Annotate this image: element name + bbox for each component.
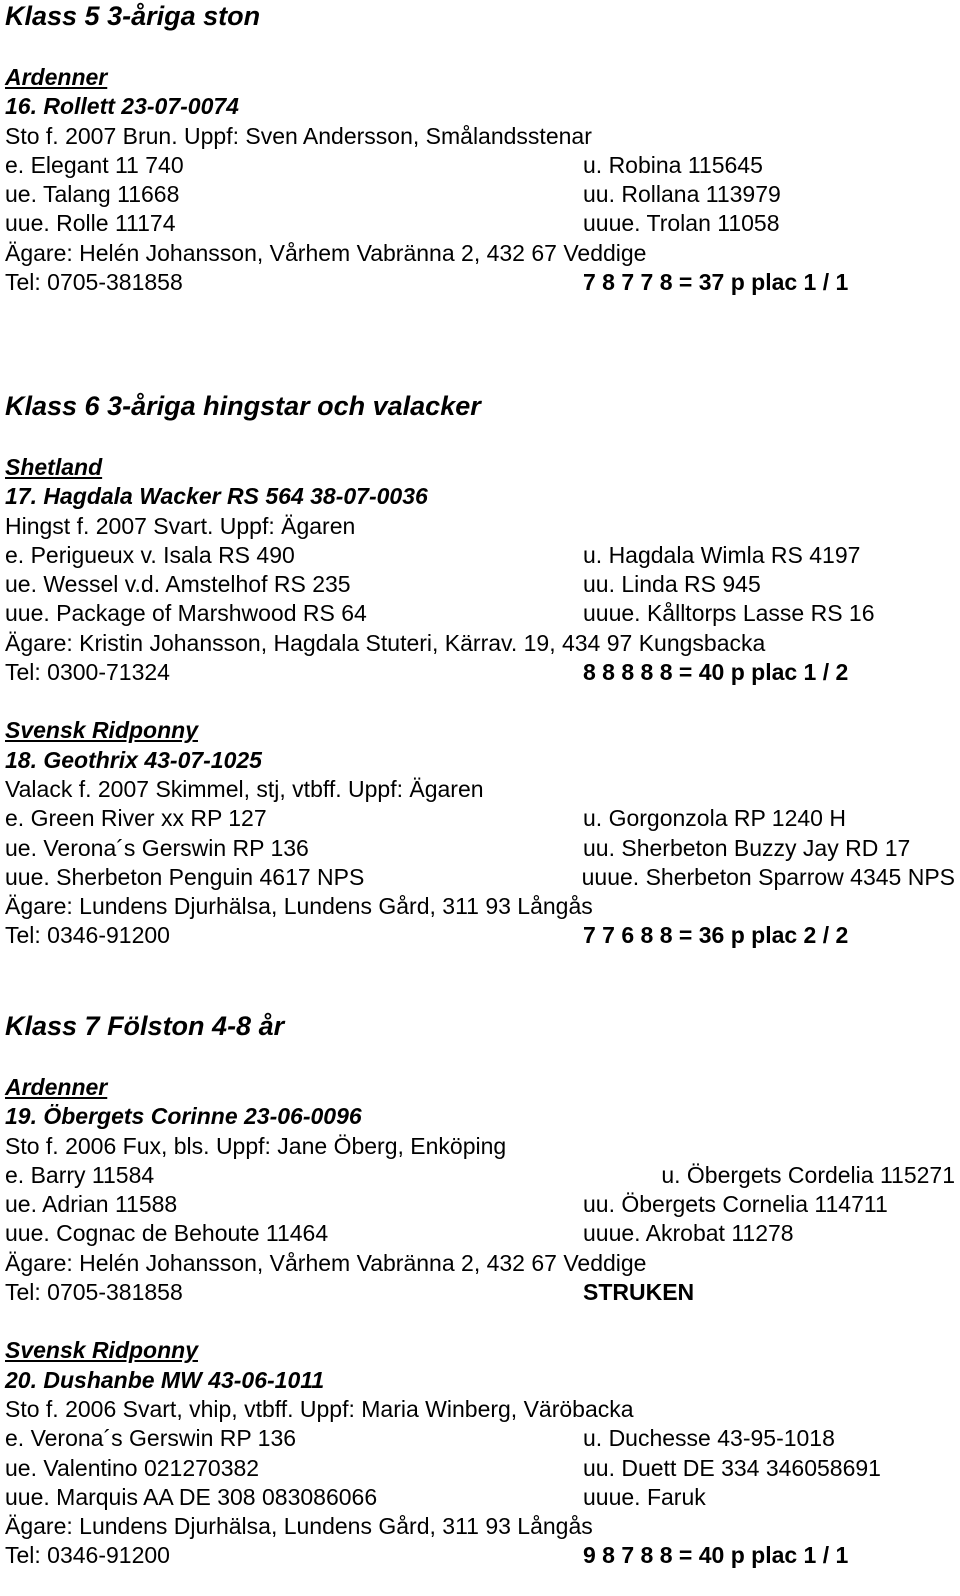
pedigree-dam: uu. Duett DE 334 346058691 bbox=[583, 1454, 881, 1481]
pedigree-sire: ue. Wessel v.d. Amstelhof RS 235 bbox=[5, 571, 351, 598]
pedigree-row bbox=[5, 180, 955, 209]
horse-title: 20. Dushanbe MW 43-06-1011 bbox=[5, 1366, 325, 1393]
owner-line: Ägare: Lundens Djurhälsa, Lundens Gård, 311 93 Långås bbox=[5, 893, 593, 920]
horse-info: Sto f. 2007 Brun. Uppf: Sven Andersson, Smålandsstenar bbox=[5, 122, 592, 149]
class-heading: Klass 5 3-åriga ston bbox=[5, 1, 261, 31]
pedigree-row bbox=[5, 541, 955, 570]
pedigree-dam: u. Duchesse 43-95-1018 bbox=[583, 1425, 835, 1452]
pedigree-row bbox=[5, 209, 955, 238]
pedigree-sire: ue. Verona´s Gerswin RP 136 bbox=[5, 834, 309, 861]
pedigree-row bbox=[5, 804, 955, 833]
pedigree-sire: uue. Package of Marshwood RS 64 bbox=[5, 600, 367, 627]
tel-result-row bbox=[5, 1278, 955, 1307]
breed-heading: Shetland bbox=[5, 454, 103, 480]
tel-line: Tel: 0300-71324 bbox=[5, 659, 170, 686]
tel-line: Tel: 0346-91200 bbox=[5, 1542, 170, 1569]
result-status: STRUKEN bbox=[583, 1279, 695, 1306]
entry bbox=[5, 1336, 955, 1570]
pedigree-dam: uu. Rollana 113979 bbox=[583, 181, 781, 208]
horse-title: 17. Hagdala Wacker RS 564 38-07-0036 bbox=[5, 483, 428, 510]
owner-line: Ägare: Helén Johansson, Vårhem Vabränna 2, 432 67 Veddige bbox=[5, 239, 647, 266]
pedigree-sire: e. Elegant 11 740 bbox=[5, 151, 184, 178]
horse-info: Hingst f. 2007 Svart. Uppf: Ägaren bbox=[5, 512, 356, 539]
pedigree-row bbox=[5, 863, 955, 892]
owner-line: Ägare: Helén Johansson, Vårhem Vabränna 2, 432 67 Veddige bbox=[5, 1249, 647, 1276]
tel-line: Tel: 0346-91200 bbox=[5, 922, 170, 949]
entry bbox=[5, 63, 955, 297]
pedigree-dam: uuue. Sherbeton Sparrow 4345 NPS bbox=[581, 863, 955, 890]
horse-info: Sto f. 2006 Fux, bls. Uppf: Jane Öberg, Enköping bbox=[5, 1132, 507, 1159]
tel-result-row bbox=[5, 658, 955, 687]
breed-heading: Svensk Ridponny bbox=[5, 717, 198, 744]
pedigree-row bbox=[5, 834, 955, 863]
pedigree-dam: uu. Sherbeton Buzzy Jay RD 17 bbox=[583, 834, 911, 861]
pedigree-sire: uue. Marquis AA DE 308 083086066 bbox=[5, 1483, 378, 1510]
horse-title: 16. Rollett 23-07-0074 bbox=[5, 93, 239, 120]
pedigree-dam: uuue. Trolan 11058 bbox=[583, 210, 780, 237]
pedigree-sire: ue. Valentino 021270382 bbox=[5, 1454, 260, 1481]
tel-result-row bbox=[5, 1541, 955, 1570]
horse-title: 18. Geothrix 43-07-1025 bbox=[5, 746, 262, 773]
pedigree-dam: uu. Öbergets Cornelia 114711 bbox=[583, 1191, 888, 1218]
owner-line: Ägare: Lundens Djurhälsa, Lundens Gård, 311 93 Långås bbox=[5, 1513, 593, 1540]
result-score: 9 8 7 8 8 = 40 p plac 1 / 1 bbox=[583, 1542, 849, 1569]
pedigree-sire: e. Green River xx RP 127 bbox=[5, 805, 267, 832]
class-section bbox=[5, 0, 955, 297]
pedigree-row bbox=[5, 1161, 955, 1190]
tel-line: Tel: 0705-381858 bbox=[5, 269, 183, 296]
pedigree-sire: e. Verona´s Gerswin RP 136 bbox=[5, 1425, 297, 1452]
pedigree-dam: uuue. Akrobat 11278 bbox=[583, 1220, 794, 1247]
pedigree-dam: u. Hagdala Wimla RS 4197 bbox=[583, 541, 861, 568]
breed-heading: Ardenner bbox=[5, 64, 108, 90]
pedigree-row bbox=[5, 151, 955, 180]
breed-heading: Ardenner bbox=[5, 1074, 108, 1100]
tel-line: Tel: 0705-381858 bbox=[5, 1279, 183, 1306]
class-heading: Klass 6 3-åriga hingstar och valacker bbox=[5, 391, 481, 421]
class-heading: Klass 7 Fölston 4-8 år bbox=[5, 1011, 285, 1041]
pedigree-dam: u. Öbergets Cordelia 115271 bbox=[661, 1161, 955, 1188]
tel-result-row bbox=[5, 268, 955, 297]
pedigree-sire: e. Barry 11584 bbox=[5, 1161, 155, 1188]
pedigree-row bbox=[5, 1454, 955, 1483]
entry bbox=[5, 453, 955, 687]
result-score: 7 8 7 7 8 = 37 p plac 1 / 1 bbox=[583, 269, 849, 296]
horse-info: Sto f. 2006 Svart, vhip, vtbff. Uppf: Maria Winberg, Väröbacka bbox=[5, 1395, 634, 1422]
pedigree-row bbox=[5, 1424, 955, 1453]
pedigree-row bbox=[5, 1483, 955, 1512]
pedigree-dam: uuue. Kålltorps Lasse RS 16 bbox=[583, 600, 875, 627]
pedigree-sire: uue. Sherbeton Penguin 4617 NPS bbox=[5, 863, 365, 890]
pedigree-row bbox=[5, 1190, 955, 1219]
class-section bbox=[5, 390, 955, 951]
horse-title: 19. Öbergets Corinne 23-06-0096 bbox=[5, 1103, 362, 1130]
pedigree-dam: uu. Linda RS 945 bbox=[583, 571, 761, 598]
horse-info: Valack f. 2007 Skimmel, stj, vtbff. Uppf: Ägaren bbox=[5, 775, 484, 802]
pedigree-sire: ue. Talang 11668 bbox=[5, 181, 180, 208]
pedigree-sire: ue. Adrian 11588 bbox=[5, 1191, 178, 1218]
entry bbox=[5, 716, 955, 950]
pedigree-row bbox=[5, 570, 955, 599]
pedigree-sire: e. Perigueux v. Isala RS 490 bbox=[5, 541, 295, 568]
class-section bbox=[5, 1010, 955, 1571]
entry bbox=[5, 1073, 955, 1307]
pedigree-row bbox=[5, 1219, 955, 1248]
pedigree-sire: uue. Cognac de Behoute 11464 bbox=[5, 1220, 329, 1247]
tel-result-row bbox=[5, 921, 955, 950]
result-score: 7 7 6 8 8 = 36 p plac 2 / 2 bbox=[583, 922, 849, 949]
owner-line: Ägare: Kristin Johansson, Hagdala Stuteri, Kärrav. 19, 434 97 Kungsbacka bbox=[5, 629, 766, 656]
pedigree-dam: u. Robina 115645 bbox=[583, 151, 763, 178]
pedigree-row bbox=[5, 599, 955, 628]
pedigree-dam: uuue. Faruk bbox=[583, 1483, 706, 1510]
pedigree-sire: uue. Rolle 11174 bbox=[5, 210, 176, 237]
result-score: 8 8 8 8 8 = 40 p plac 1 / 2 bbox=[583, 659, 849, 686]
breed-heading: Svensk Ridponny bbox=[5, 1337, 198, 1364]
pedigree-dam: u. Gorgonzola RP 1240 H bbox=[583, 805, 846, 832]
